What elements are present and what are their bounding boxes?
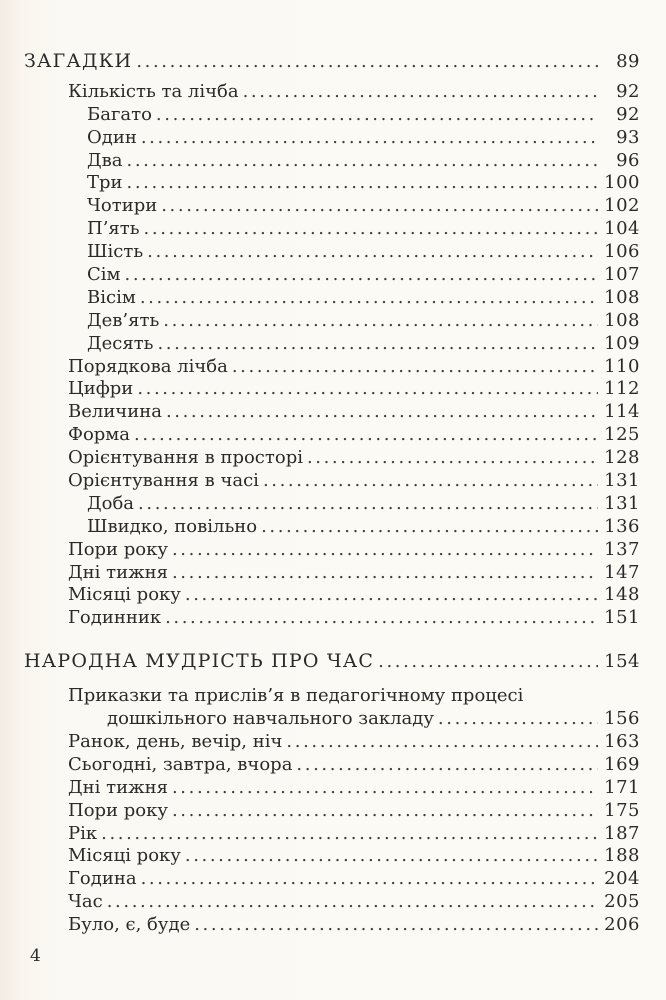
toc-entry-label: Орієнтування в просторі <box>68 447 303 469</box>
toc-entry-page: 128 <box>604 447 640 469</box>
toc-entry-label: Дні тижня <box>68 561 168 583</box>
toc-entry-30 <box>24 777 640 800</box>
toc-entry-35 <box>24 891 640 914</box>
toc-entry-page: 102 <box>604 195 640 217</box>
toc-dot-leader <box>157 333 598 356</box>
toc-entry-31 <box>24 800 640 823</box>
toc-entry-page: 93 <box>616 126 640 148</box>
toc-entry-15 <box>24 401 640 424</box>
toc-entry-label: Годинник <box>68 607 162 629</box>
toc-dot-leader <box>194 914 598 937</box>
toc-entry-36 <box>24 914 640 937</box>
toc-entry-label: Пори року <box>68 799 168 821</box>
toc-entry-label: Місяці року <box>68 845 181 867</box>
toc-entry-21 <box>24 539 640 562</box>
toc-entry-page: 106 <box>604 241 640 263</box>
toc-entry-34 <box>24 868 640 891</box>
toc-entry-0 <box>24 50 640 73</box>
toc-entry-page: 108 <box>604 309 640 331</box>
toc-dot-leader <box>107 891 598 914</box>
toc-entry-23 <box>24 584 640 607</box>
toc-entry-label: Пори року <box>68 538 168 560</box>
toc-entry-page: 112 <box>604 378 640 400</box>
toc-entry-page: 92 <box>616 80 640 102</box>
toc-entry-10 <box>24 287 640 310</box>
page-number: 4 <box>30 946 41 966</box>
toc-entry-7 <box>24 218 640 241</box>
toc-dot-leader <box>141 868 598 891</box>
toc-entry-page: 107 <box>604 264 640 286</box>
toc-entry-page: 206 <box>604 914 640 936</box>
toc-entry-label: Швидко, повільно <box>87 515 258 537</box>
toc-entry-label: Один <box>87 126 137 148</box>
toc-entry-label: Година <box>68 868 137 890</box>
toc-dot-leader <box>163 310 598 333</box>
toc-dot-leader <box>307 447 598 470</box>
toc-entry-16 <box>24 424 640 447</box>
toc-entry-page: 92 <box>616 103 640 125</box>
toc-dot-leader <box>137 378 598 401</box>
toc-entry-33 <box>24 845 640 868</box>
toc-entry-label: Дні тижня <box>68 776 168 798</box>
toc-entry-32 <box>24 823 640 846</box>
toc-entry-page: 147 <box>604 561 640 583</box>
toc-entry-label: Доба <box>87 492 135 514</box>
toc-dot-leader <box>156 104 598 127</box>
toc-entry-label: Величина <box>68 401 162 423</box>
toc-entry-page: 187 <box>604 822 640 844</box>
toc-entry-14 <box>24 378 640 401</box>
toc-entry-page: 131 <box>604 492 640 514</box>
toc-entry-label: ЗАГАДКИ <box>24 50 133 72</box>
toc-entry-9 <box>24 264 640 287</box>
toc-dot-leader <box>138 493 598 516</box>
toc-entry-label: Десять <box>87 332 154 354</box>
toc-entry-4 <box>24 150 640 173</box>
toc-entry-page: 188 <box>604 845 640 867</box>
toc-entry-1 <box>24 81 640 104</box>
toc-dot-leader <box>165 607 598 630</box>
toc-entry-label: Приказки та прислів’я в педагогічному процесі <box>68 685 524 707</box>
toc-entry-page: 156 <box>604 708 640 730</box>
toc-dot-leader <box>147 241 598 264</box>
toc-dot-leader <box>127 172 598 195</box>
toc-dot-leader <box>438 708 598 731</box>
toc-dot-leader <box>101 823 598 846</box>
toc-dot-leader <box>141 127 598 150</box>
toc-entry-label: Порядкова лічба <box>68 355 228 377</box>
toc-entry-page: 131 <box>604 470 640 492</box>
toc-entry-page: 175 <box>604 799 640 821</box>
toc-entry-label: Сім <box>87 264 121 286</box>
toc-entry-label: Рік <box>68 822 98 844</box>
toc-entry-page: 169 <box>604 753 640 775</box>
toc-dot-leader <box>263 470 598 493</box>
toc-dot-leader <box>185 845 598 868</box>
toc-entry-5 <box>24 172 640 195</box>
toc-entry-page: 125 <box>604 424 640 446</box>
toc-dot-leader <box>172 777 598 800</box>
toc-entry-label: Кількість та лічба <box>68 80 239 102</box>
toc-entry-13 <box>24 356 640 379</box>
toc-dot-leader <box>378 651 598 674</box>
toc-entry-label: Цифри <box>68 378 134 400</box>
toc-dot-leader <box>140 287 598 310</box>
toc-entry-page: 151 <box>604 607 640 629</box>
toc-dot-leader <box>125 264 598 287</box>
toc-dot-leader <box>136 51 598 74</box>
toc-entry-label: Шість <box>87 241 144 263</box>
toc-entry-6 <box>24 195 640 218</box>
toc-dot-leader <box>172 539 598 562</box>
toc-entry-label: Місяці року <box>68 584 181 606</box>
toc-dot-leader <box>232 356 598 379</box>
toc-entry-11 <box>24 310 640 333</box>
toc-entry-page: 204 <box>604 868 640 890</box>
toc-dot-leader <box>296 754 598 777</box>
toc-entry-label: Форма <box>68 424 131 446</box>
toc-entry-29 <box>24 754 640 777</box>
toc-dot-leader <box>172 562 598 585</box>
toc-entry-label: Багато <box>87 103 152 125</box>
toc-entry-3 <box>24 127 640 150</box>
toc-entry-label: Орієнтування в часі <box>68 470 259 492</box>
toc-entry-page: 154 <box>604 651 640 673</box>
toc-entry-page: 100 <box>604 172 640 194</box>
toc-dot-leader <box>286 731 598 754</box>
toc-entry-page: 89 <box>616 51 640 72</box>
toc-entry-label: Три <box>87 172 123 194</box>
toc-entry-25 <box>24 650 640 673</box>
toc-entry-label: Ранок, день, вечір, ніч <box>68 730 283 752</box>
toc-entry-label: Чотири <box>87 195 158 217</box>
toc-entry-18 <box>24 470 640 493</box>
toc-entry-page: 137 <box>604 538 640 560</box>
toc-entry-page: 110 <box>604 355 640 377</box>
toc-entry-28 <box>24 731 640 754</box>
toc-entry-24 <box>24 607 640 630</box>
toc-entry-8 <box>24 241 640 264</box>
toc-entry-page: 104 <box>604 218 640 240</box>
toc-entry-page: 109 <box>604 332 640 354</box>
toc-dot-leader <box>172 800 598 823</box>
toc-entry-label: Час <box>68 891 103 913</box>
toc-entry-label: Дев’ять <box>87 309 160 331</box>
toc-entry-label: НАРОДНА МУДРІСТЬ ПРО ЧАС <box>24 650 375 673</box>
toc-entry-label: Вісім <box>87 286 136 308</box>
toc-entry-26 <box>24 685 640 708</box>
toc-entry-page: 148 <box>604 584 640 606</box>
toc-entry-page: 114 <box>604 401 640 423</box>
toc-entry-17 <box>24 447 640 470</box>
toc-entry-page: 136 <box>604 515 640 537</box>
toc-entry-label: П’ять <box>87 218 140 240</box>
toc-dot-leader <box>161 195 598 218</box>
toc-entry-page: 163 <box>604 730 640 752</box>
toc-dot-leader <box>144 218 598 241</box>
toc-entry-page: 96 <box>616 149 640 171</box>
toc-dot-leader <box>134 424 598 447</box>
toc-entry-label: Два <box>87 149 123 171</box>
toc-entry-page: 171 <box>604 776 640 798</box>
toc-dot-leader <box>261 516 598 539</box>
table-of-contents <box>24 50 640 937</box>
toc-entry-page: 205 <box>604 891 640 913</box>
toc-entry-22 <box>24 562 640 585</box>
toc-entry-2 <box>24 104 640 127</box>
toc-entry-page: 108 <box>604 286 640 308</box>
toc-entry-label: Було, є, буде <box>68 914 191 936</box>
toc-entry-19 <box>24 493 640 516</box>
toc-entry-27 <box>24 708 640 731</box>
toc-entry-label: дошкільного навчального закладу <box>107 708 434 730</box>
toc-dot-leader <box>127 150 599 173</box>
toc-entry-20 <box>24 516 640 539</box>
toc-entry-label: Сьогодні, завтра, вчора <box>68 753 293 775</box>
toc-entry-12 <box>24 333 640 356</box>
toc-dot-leader <box>243 81 598 104</box>
toc-dot-leader <box>185 584 598 607</box>
toc-dot-leader <box>166 401 598 424</box>
